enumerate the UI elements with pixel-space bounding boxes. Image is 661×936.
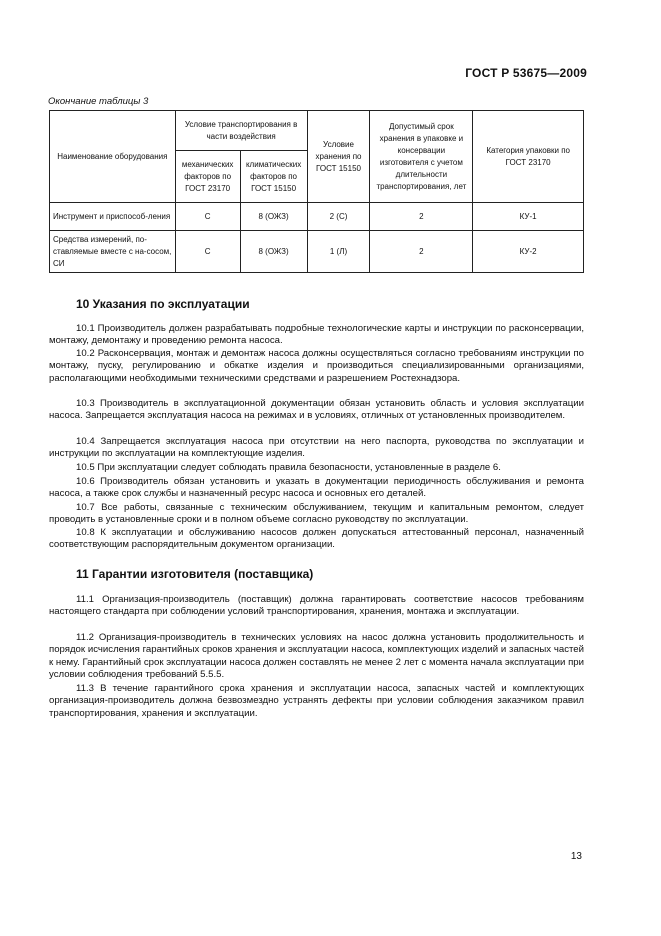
section-10-title: 10 Указания по эксплуатации bbox=[76, 297, 250, 311]
cell-mechanical: С bbox=[175, 231, 240, 273]
header-package: Категория упаковки по ГОСТ 23170 bbox=[473, 111, 584, 203]
table-caption: Окончание таблицы 3 bbox=[48, 96, 149, 107]
paragraph-10-5: 10.5 При эксплуатации следует соблюдать правила безопасности, установленные в разделе 6. bbox=[76, 462, 501, 473]
table-row bbox=[50, 203, 584, 231]
cell-mechanical: С bbox=[175, 203, 240, 231]
standard-designation: ГОСТ Р 53675—2009 bbox=[465, 66, 587, 80]
cell-package: КУ-2 bbox=[473, 231, 584, 273]
table-row bbox=[50, 231, 584, 273]
cell-term: 2 bbox=[370, 203, 473, 231]
cell-term: 2 bbox=[370, 231, 473, 273]
storage-table bbox=[49, 110, 584, 273]
paragraph-11-3: 11.3 В течение гарантийного срока хранения и эксплуатации насоса, запасных частей и комплектующих организация-производитель должна безвозмездно устранять дефекты при условии соблюдения заказчиком правил транспортирования, хранения и эксплуатации. bbox=[49, 683, 584, 719]
header-equipment: Наименование оборудования bbox=[50, 111, 176, 203]
paragraph-11-2: 11.2 Организация-производитель в технических условиях на насос должна установить продолжительность и порядок исчисления гарантийных сроков хранения и эксплуатации насоса, комплектующих изделий и запасных частей к нему. Гарантийный срок эксплуатации насоса должен составлять не менее 2 лет с момента начала эксплуатации при условии соблюдения требований 5.5.5. bbox=[49, 632, 584, 681]
paragraph-10-7: 10.7 Все работы, связанные с техническим обслуживанием, текущим и капитальным ремонтом, следует проводить в установленные сроки и в полном объеме согласно руководству по эксплуатации. bbox=[49, 502, 584, 526]
paragraph-11-1: 11.1 Организация-производитель (поставщик) должна гарантировать соответствие насосов требованиям настоящего стандарта при соблюдении условий транспортирования, хранения, монтажа и эксплуатации. bbox=[49, 594, 584, 618]
paragraph-10-6: 10.6 Производитель обязан установить и указать в документации периодичность обслуживания и ремонта насоса, а также срок службы и назначенный ресурс насоса и основных его деталей. bbox=[49, 476, 584, 500]
cell-storage: 1 (Л) bbox=[307, 231, 370, 273]
section-11-title: 11 Гарантии изготовителя (поставщика) bbox=[76, 567, 314, 581]
cell-storage: 2 (С) bbox=[307, 203, 370, 231]
page-number: 13 bbox=[570, 851, 582, 862]
cell-climatic: 8 (ОЖЗ) bbox=[240, 203, 307, 231]
header-mechanical: механических факторов по ГОСТ 23170 bbox=[175, 151, 240, 203]
header-transport-group: Условие транспортирования в части воздействия bbox=[175, 111, 307, 151]
header-climatic: климатических факторов по ГОСТ 15150 bbox=[240, 151, 307, 203]
header-term: Допустимый срок хранения в упаковке и консервации изготовителя с учетом длительности транспортирования, лет bbox=[370, 111, 473, 203]
cell-name: Средства измерений, по-ставляемые вместе с на-сосом, СИ bbox=[50, 231, 176, 273]
header-storage: Условие хранения по ГОСТ 15150 bbox=[307, 111, 370, 203]
cell-package: КУ-1 bbox=[473, 203, 584, 231]
table-header-row bbox=[50, 111, 584, 151]
paragraph-10-8: 10.8 К эксплуатации и обслуживанию насосов должен допускаться аттестованный персонал, назначенный соответствующим распорядительным документом организации. bbox=[49, 527, 584, 551]
paragraph-10-1: 10.1 Производитель должен разрабатывать подробные технологические карты и инструкции по расконсервации, монтажу, демонтажу и проведению ремонта насоса. bbox=[49, 323, 584, 347]
paragraph-10-3: 10.3 Производитель в эксплуатационной документации обязан установить область и условия эксплуатации насоса. Запрещается эксплуатация насоса на режимах и в условиях, отличных от установленных производителем. bbox=[49, 398, 584, 422]
paragraph-10-2: 10.2 Расконсервация, монтаж и демонтаж насоса должны осуществляться согласно требованиям инструкции по монтажу, пуску, регулированию и обкатке изделия и производиться специализированными организациями, располагающими необходимыми техническими средствами и разрешением Ростехнадзора. bbox=[49, 348, 584, 384]
paragraph-10-4: 10.4 Запрещается эксплуатация насоса при отсутствии на него паспорта, руководства по эксплуатации и инструкции по эксплуатации на комплектующие изделия. bbox=[49, 436, 584, 460]
cell-name: Инструмент и приспособ-ления bbox=[50, 203, 176, 231]
cell-climatic: 8 (ОЖЗ) bbox=[240, 231, 307, 273]
